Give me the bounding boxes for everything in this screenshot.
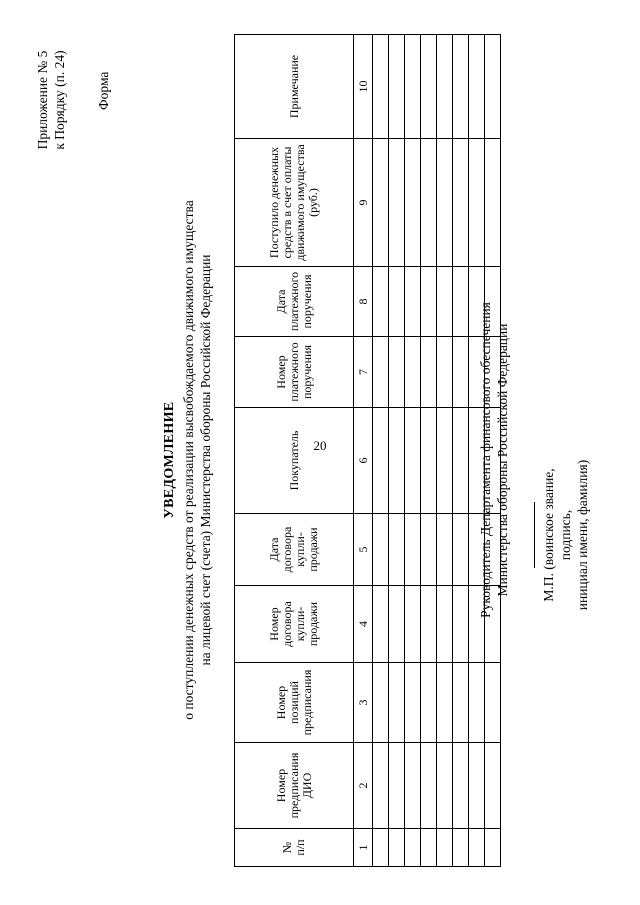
- header-cell-4: [235, 586, 354, 663]
- table-row: [389, 35, 405, 867]
- signature-line2: Министерства обороны Российской Федерации: [495, 323, 510, 597]
- notice-subtitle-line2: на лицевой счет (счета) Министерства обороны Российской Федерации: [198, 254, 213, 666]
- table-cell[interactable]: [421, 514, 437, 586]
- header-cell-text: Номер: [267, 607, 281, 641]
- table-cell[interactable]: [453, 743, 469, 829]
- table-cell[interactable]: [389, 586, 405, 663]
- header-cell-text: купли-: [293, 606, 307, 642]
- table-cell[interactable]: [389, 663, 405, 743]
- column-number-cell: 7: [354, 337, 373, 408]
- header-cell-text: средств в счет оплаты: [280, 146, 294, 259]
- header-cell-5: [235, 514, 354, 586]
- signature-line: [534, 502, 535, 568]
- table-row: [437, 35, 453, 867]
- column-number-cell: 6: [354, 408, 373, 514]
- notice-title: УВЕДОМЛЕНИЕ: [162, 401, 177, 519]
- table-cell[interactable]: [437, 139, 453, 267]
- header-cell-7: [235, 337, 354, 408]
- header-cell-text: движимого имущества: [293, 144, 307, 261]
- table-cell[interactable]: [373, 743, 389, 829]
- header-cell-text: платежного: [286, 271, 301, 332]
- table-header-row: [235, 35, 354, 867]
- table-cell[interactable]: [405, 408, 421, 514]
- column-number-row: [354, 35, 373, 867]
- column-number-cell: 1: [354, 829, 373, 867]
- column-number-cell: 5: [354, 514, 373, 586]
- table-cell[interactable]: [437, 663, 453, 743]
- header-cell-text: продажи: [306, 601, 320, 647]
- table-cell[interactable]: [405, 586, 421, 663]
- table-cell[interactable]: [389, 514, 405, 586]
- table-cell[interactable]: [453, 267, 469, 337]
- table-cell[interactable]: [373, 267, 389, 337]
- header-cell-text: Номер: [273, 768, 288, 803]
- column-number-cell: 3: [354, 663, 373, 743]
- notice-subtitle: [180, 20, 214, 900]
- column-number-cell: 9: [354, 139, 373, 267]
- table-cell[interactable]: [437, 267, 453, 337]
- header-cell-text: п/п: [293, 839, 307, 856]
- header-cell-3: [235, 663, 354, 743]
- table-cell[interactable]: [389, 829, 405, 867]
- table-cell[interactable]: [373, 35, 389, 139]
- table-cell[interactable]: [421, 35, 437, 139]
- table-cell[interactable]: [405, 267, 421, 337]
- rotated-form-sheet: [30, 20, 610, 900]
- table-cell[interactable]: [373, 408, 389, 514]
- table-cell[interactable]: [437, 586, 453, 663]
- header-cell-text: Покупатель: [286, 430, 301, 491]
- table-cell[interactable]: [405, 139, 421, 267]
- notice-subtitle-line1: о поступлении денежных средств от реализации высвобождаемого движимого имущества: [181, 200, 196, 720]
- notice-table: [234, 34, 501, 867]
- table-cell[interactable]: [437, 829, 453, 867]
- table-cell[interactable]: [421, 829, 437, 867]
- header-cell-text: предписания: [286, 752, 301, 819]
- appendix-line2: к Порядку (п. 24): [52, 50, 67, 150]
- table-cell[interactable]: [389, 743, 405, 829]
- table-cell[interactable]: [437, 743, 453, 829]
- header-cell-text: предписания: [299, 669, 314, 736]
- table-cell[interactable]: [405, 337, 421, 408]
- header-cell-text: №: [280, 841, 294, 854]
- table-cell[interactable]: [373, 337, 389, 408]
- table-cell[interactable]: [437, 408, 453, 514]
- column-number-cell: 10: [354, 35, 373, 139]
- table-cell[interactable]: [437, 35, 453, 139]
- header-cell-text: Примечание: [286, 54, 301, 119]
- table-cell[interactable]: [373, 586, 389, 663]
- table-row: [421, 35, 437, 867]
- table-cell[interactable]: [373, 139, 389, 267]
- table-cell[interactable]: [405, 663, 421, 743]
- table-cell[interactable]: [421, 586, 437, 663]
- table-cell[interactable]: [453, 663, 469, 743]
- table-cell[interactable]: [389, 139, 405, 267]
- table-cell[interactable]: [389, 408, 405, 514]
- header-cell-text: продажи: [306, 527, 320, 572]
- header-cell-text: поручения: [299, 274, 314, 329]
- header-cell-text: Дата: [267, 537, 281, 562]
- table-cell[interactable]: [373, 663, 389, 743]
- header-cell-8: [235, 267, 354, 337]
- signature-line1: Руководитель Департамента финансового обеспечения: [478, 302, 493, 618]
- header-cell-1: [235, 829, 354, 867]
- form-label: Форма: [96, 71, 111, 110]
- appendix-block: [34, 20, 68, 180]
- table-cell[interactable]: [421, 139, 437, 267]
- table-cell[interactable]: [405, 514, 421, 586]
- stamp-line1: М.П. (воинское звание, подпись,: [541, 468, 573, 602]
- table-cell[interactable]: [453, 139, 469, 267]
- table-cell[interactable]: [453, 35, 469, 139]
- header-cell-text: договора: [280, 601, 294, 647]
- table-cell[interactable]: [421, 408, 437, 514]
- header-cell-text: ДИО: [299, 772, 314, 799]
- header-cell-text: Поступило денежных: [267, 146, 281, 259]
- table-cell[interactable]: [453, 829, 469, 867]
- header-cell-text: (руб.): [306, 188, 320, 217]
- appendix-line1: Приложение № 5: [35, 50, 50, 150]
- header-cell-text: купли-: [293, 532, 307, 567]
- header-cell-6: [235, 408, 354, 514]
- header-cell-text: платежного: [286, 342, 301, 402]
- signature-block: [477, 20, 511, 900]
- stamp-line2: инициал имени, фамилия): [575, 459, 590, 611]
- table-cell[interactable]: [373, 829, 389, 867]
- header-cell-text: поручения: [299, 345, 314, 399]
- table-cell[interactable]: [421, 663, 437, 743]
- header-cell-text: позиций: [286, 681, 301, 724]
- table-cell[interactable]: [437, 514, 453, 586]
- table-row: [405, 35, 421, 867]
- table-cell[interactable]: [405, 743, 421, 829]
- table-row: [373, 35, 389, 867]
- header-cell-2: [235, 743, 354, 829]
- header-cell-text: Номер: [273, 685, 288, 720]
- header-cell-9: [235, 139, 354, 267]
- table-cell[interactable]: [389, 337, 405, 408]
- stamp-caption: [540, 455, 591, 615]
- header-cell-text: Дата: [273, 289, 288, 314]
- table-row: [453, 35, 469, 867]
- table-cell[interactable]: [421, 267, 437, 337]
- table-cell[interactable]: [405, 829, 421, 867]
- table-cell[interactable]: [453, 408, 469, 514]
- table-cell[interactable]: [437, 337, 453, 408]
- table-cell[interactable]: [421, 743, 437, 829]
- header-cell-text: договора: [280, 526, 294, 573]
- table-cell[interactable]: [389, 35, 405, 139]
- table-cell[interactable]: [453, 586, 469, 663]
- header-cell-10: [235, 35, 354, 139]
- column-number-cell: 2: [354, 743, 373, 829]
- page-number: 20: [313, 438, 327, 453]
- table-cell[interactable]: [453, 337, 469, 408]
- table-cell[interactable]: [373, 514, 389, 586]
- table-cell[interactable]: [421, 337, 437, 408]
- table-cell[interactable]: [405, 35, 421, 139]
- column-number-cell: 8: [354, 267, 373, 337]
- table-cell[interactable]: [453, 514, 469, 586]
- column-number-cell: 4: [354, 586, 373, 663]
- table-cell[interactable]: [389, 267, 405, 337]
- header-cell-text: Номер: [273, 355, 288, 389]
